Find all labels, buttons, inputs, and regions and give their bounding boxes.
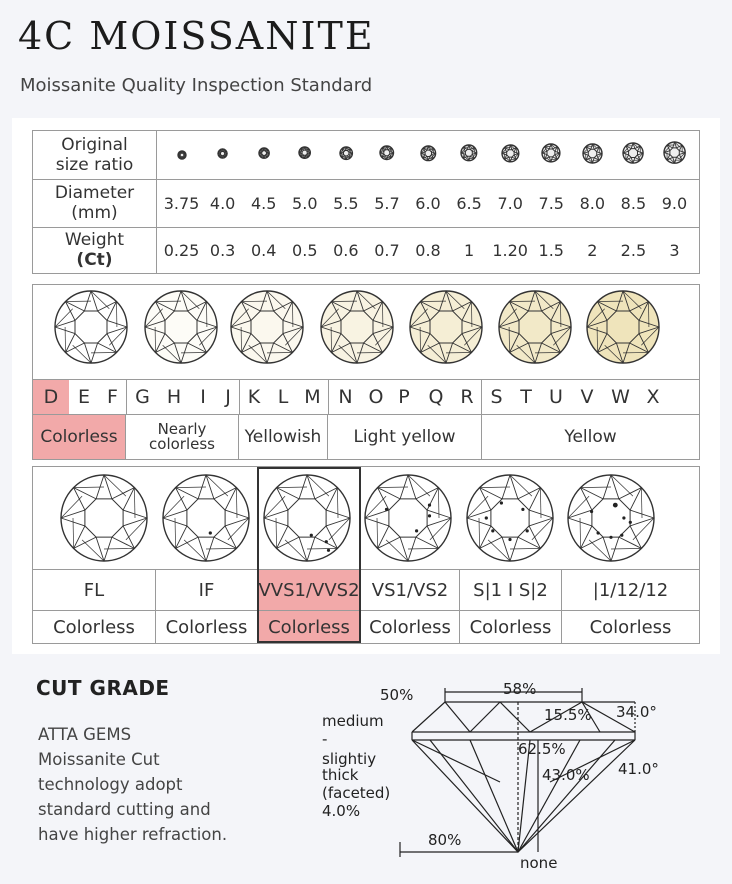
weight-label (33, 227, 157, 273)
clarity-gem-diamond-icon (566, 473, 656, 563)
diameter-value: 5.0 (292, 193, 318, 213)
diameter-value: 5.5 (333, 193, 359, 213)
cut-grade-description (38, 722, 258, 847)
size-ratio-diamond-icon (325, 145, 366, 165)
color-gem-diamond-icon (585, 289, 661, 365)
weight-value: 0.6 (333, 240, 359, 260)
size-ratio-diamond-icon (202, 146, 243, 165)
label-girdle: (faceted) (322, 784, 391, 802)
clarity-grade-cell: |1/12/12 (561, 570, 699, 610)
cut-proportion-diagram (300, 672, 720, 877)
color-letter-m: M (304, 386, 321, 408)
cut-desc-line: technology adopt (38, 775, 183, 794)
diameter-label-line1: Diameter (54, 183, 135, 203)
clarity-gem-diamond-icon (59, 473, 149, 563)
label-girdle: 4.0% (322, 802, 361, 820)
color-groups-row (33, 415, 699, 459)
label-pavilion-angle: 41.0° (618, 760, 659, 778)
color-gem-diamond-icon (408, 289, 484, 365)
group-nearly-colorless (126, 415, 238, 459)
size-ratio-diamond-icon (531, 142, 572, 168)
group-yellowish: Yellowish (244, 426, 322, 447)
label-girdle: medium (322, 712, 384, 730)
diameter-value: 9.0 (661, 193, 688, 213)
color-letters-row (33, 379, 699, 415)
size-ratio-diamond-icon (161, 146, 202, 165)
clarity-color-cell: Colorless (155, 611, 257, 643)
color-letter-r: R (460, 386, 474, 408)
diameter-value: 3.75 (163, 193, 200, 213)
size-ratio-diamond-icon (613, 141, 654, 169)
weight-value: 0.25 (163, 240, 200, 260)
clarity-color-row (33, 611, 699, 643)
color-letter-q: Q (428, 386, 444, 408)
clarity-grade-cell: IF (155, 570, 257, 610)
label-crown-angle: 34.0° (616, 703, 657, 721)
diameter-row (33, 179, 699, 228)
color-letter-i: I (200, 386, 206, 408)
color-gem-diamond-icon (53, 289, 129, 365)
diameter-value: 6.5 (456, 193, 482, 213)
label-girdle: thick (322, 766, 359, 784)
weight-value: 0.5 (292, 240, 318, 260)
color-gem-diamond-icon (497, 289, 573, 365)
diameter-value: 4.5 (250, 193, 277, 213)
clarity-gem-diamond-icon (465, 473, 555, 563)
clarity-grade-cell: VVS1/VVS2 (257, 570, 360, 610)
color-gem-diamond-icon (143, 289, 219, 365)
clarity-color-cell: Colorless (53, 616, 135, 638)
color-letter-x: X (646, 386, 660, 408)
diameter-value: 8.5 (620, 193, 647, 213)
color-letter-w: W (611, 386, 630, 408)
color-grade-block (32, 284, 700, 460)
size-ratio-diamond-icon (572, 142, 613, 169)
color-letter-d: D (33, 380, 69, 414)
size-ratio-diamond-icon (654, 140, 695, 169)
page-subtitle: Moissanite Quality Inspection Standard (20, 75, 373, 96)
group-nearly-line2: colorless (149, 435, 215, 453)
color-letter-k: K (247, 386, 261, 408)
label-pavilion-depth: 43.0% (542, 766, 590, 784)
page-title: 4C MOISSANITE (18, 14, 375, 58)
color-letter-s: S (490, 386, 503, 408)
diameter-value: 7.0 (497, 193, 523, 213)
weight-value: 0.4 (250, 240, 277, 260)
clarity-gem-diamond-icon (161, 473, 251, 563)
diameter-value: 4.0 (209, 193, 236, 213)
size-ratio-icons (157, 131, 699, 179)
diameter-value: 6.0 (415, 193, 441, 213)
size-ratio-diamond-icon (407, 144, 448, 167)
size-table (32, 130, 700, 274)
clarity-grade-block (32, 466, 700, 644)
weight-values (157, 227, 699, 273)
group-colorless: Colorless (33, 415, 125, 459)
weight-value: 1.20 (492, 240, 528, 260)
size-ratio-label (33, 131, 157, 179)
cut-desc-line: have higher refraction. (38, 825, 228, 844)
clarity-gem-diamond-icon (363, 473, 453, 563)
clarity-color-cell: Colorless (561, 611, 699, 643)
size-ratio-diamond-icon (490, 143, 531, 168)
color-gem-diamond-icon (229, 289, 305, 365)
group-light-yellow: Light yellow (353, 426, 456, 447)
clarity-gem-diamond-icon (262, 473, 352, 563)
weight-value: 3 (669, 240, 680, 260)
color-letter-p: P (398, 386, 410, 408)
label-table-size: 58% (503, 680, 537, 698)
clarity-color-cell: Colorless (459, 611, 561, 643)
weight-value: 2.5 (620, 240, 647, 260)
color-letter-t: T (520, 386, 532, 408)
color-letter-n: N (338, 386, 353, 408)
diameter-value: 5.7 (374, 193, 400, 213)
cut-desc-line: standard cutting and (38, 800, 211, 819)
color-letter-e: E (77, 386, 90, 408)
color-letter-o: O (368, 386, 384, 408)
color-gem-row (33, 289, 699, 373)
clarity-grade-cell: VS1/VS2 (360, 570, 459, 610)
diameter-label-line2: (mm) (71, 203, 118, 223)
color-gem-diamond-icon (319, 289, 395, 365)
weight-label-line2: (Ct) (76, 250, 113, 270)
diameter-value: 7.5 (538, 193, 564, 213)
size-ratio-label-line2: size ratio (55, 155, 134, 175)
weight-value: 1 (463, 240, 475, 260)
label-table-pct: 50% (380, 686, 414, 704)
size-ratio-diamond-icon (243, 146, 284, 165)
weight-label-line1: Weight (64, 230, 125, 250)
color-letter-l: L (277, 386, 289, 408)
clarity-color-cell: Colorless (257, 611, 360, 643)
clarity-grade-cell: S|1 I S|2 (459, 570, 561, 610)
label-culet: none (520, 854, 558, 872)
weight-value: 0.3 (209, 240, 236, 260)
color-letter-f: F (107, 386, 118, 408)
diameter-value: 8.0 (579, 193, 606, 213)
weight-value: 0.7 (374, 240, 400, 260)
diameter-label (33, 179, 157, 227)
weight-value: 1.5 (538, 240, 564, 260)
label-lower-half: 80% (428, 831, 462, 849)
color-letter-u: U (549, 386, 563, 408)
cut-grade-title: CUT GRADE (36, 676, 170, 700)
diameter-values (157, 179, 699, 227)
clarity-grade-row (33, 569, 699, 611)
clarity-color-cell: Colorless (360, 611, 459, 643)
weight-value: 2 (587, 240, 598, 260)
size-ratio-diamond-icon (284, 145, 325, 164)
group-nearly-line1: Nearly (157, 420, 207, 438)
weight-value: 0.8 (415, 240, 441, 260)
color-letter-g: G (135, 386, 150, 408)
label-girdle: slightiy (322, 750, 377, 768)
group-yellow: Yellow (564, 426, 617, 447)
label-girdle: - (322, 730, 328, 748)
weight-row (33, 227, 699, 273)
color-letter-h: H (166, 386, 182, 408)
color-letter-j: J (225, 386, 231, 408)
cut-desc-line: ATTA GEMS (38, 725, 132, 744)
cut-desc-line: Moissanite Cut (38, 750, 160, 769)
label-total-depth: 62.5% (518, 740, 566, 758)
color-letter-v: V (580, 386, 594, 408)
size-ratio-diamond-icon (449, 143, 490, 167)
label-crown-height: 15.5% (544, 706, 592, 724)
clarity-grade-cell: FL (83, 579, 105, 601)
size-ratio-label-line1: Original (61, 135, 128, 155)
size-ratio-diamond-icon (366, 144, 407, 166)
size-ratio-row (33, 131, 699, 180)
